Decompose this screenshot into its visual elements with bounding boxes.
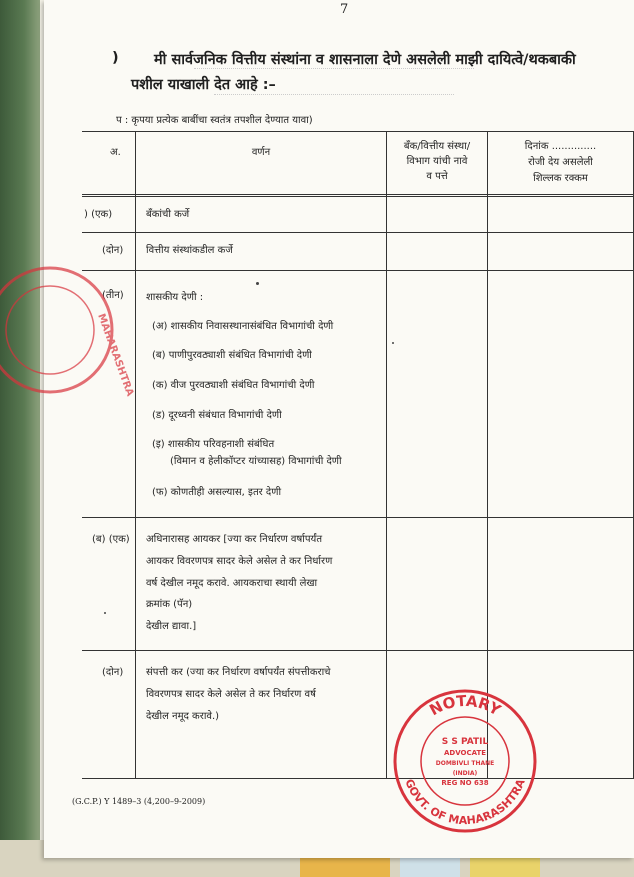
row-description-line: (विमान व हेलीकॉप्टर यांच्यासह) विभागांची देणी <box>170 456 342 467</box>
header-amount-line: दिनांक .............. <box>524 141 597 152</box>
page-number: 7 <box>340 2 349 17</box>
header-institution-line: व पत्ते <box>426 171 448 182</box>
row-description-line: वर्ष देखील नमूद करावे. आयकराचा स्थायी लेखा <box>146 578 318 589</box>
instruction-note: प : कृपया प्रत्येक बाबींचा स्वतंत्र तपशील देण्यात यावा) <box>116 115 313 126</box>
row-description-line: विवरणपत्र सादर केले असेल ते कर निर्धारण वर्ष <box>146 689 316 700</box>
svg-text:REG NO 638: REG NO 638 <box>441 779 489 787</box>
partial-seal-stamp <box>40 255 136 405</box>
row-description-line: (अ) शासकीय निवासस्थानासंबंधित विभागांची देणी <box>152 321 334 332</box>
svg-text:DOMBIVLI THANE: DOMBIVLI THANE <box>435 760 495 767</box>
heading-line-1: मी सार्वजनिक वित्तीय संस्थांना व शासनाला देणे असलेली माझी दायित्वे/थकबाकी <box>154 52 576 68</box>
row-description-line: संपत्ती कर (ज्या कर निर्धारण वर्षापर्यंत संपत्तीकराचे <box>146 667 331 678</box>
header-serial: अ. <box>110 147 121 158</box>
footer-print-code: (G.C.P.) Y 1489–3 (4,200–9-2009) <box>72 797 206 806</box>
svg-text:(INDIA): (INDIA) <box>452 770 478 777</box>
header-amount-line: शिल्लक रक्कम <box>533 173 588 184</box>
ink-speck <box>104 612 106 614</box>
row-serial: (दोन) <box>102 667 124 678</box>
row-description-line: क्रमांक (पॅन) <box>146 599 193 610</box>
row-description-line: शासकीय देणी : <box>146 292 204 303</box>
row-description-line: बँकांची कर्जे <box>146 209 190 220</box>
header-institution-line: बँक/वित्तीय संस्था/ <box>403 141 471 152</box>
row-serial: (दोन) <box>102 245 124 256</box>
ink-speck <box>392 342 394 344</box>
svg-text:NOTARY: NOTARY <box>426 691 504 720</box>
header-institution-line: विभाग यांची नावे <box>406 156 468 167</box>
table-grid-lines <box>82 131 634 781</box>
header-amount-line: रोजी देय असलेली <box>528 157 593 168</box>
row-description-line: आयकर विवरणपत्र सादर केले असेल ते कर निर्धारण <box>146 556 333 567</box>
ink-speck <box>256 282 259 285</box>
seal-lettering: MAHARASHTRA <box>95 312 136 398</box>
row-serial: (ब) (एक) <box>92 534 130 545</box>
row-description-line: अधिनारासह आयकर [ज्या कर निर्धारण वर्षापर्यंत <box>146 534 323 545</box>
row-description-line: (फ) कोणतीही असल्यास, इतर देणी <box>152 487 282 498</box>
row-description-line: देखील द्यावा.] <box>146 621 197 632</box>
row-serial: (तीन) <box>102 290 124 301</box>
document-page <box>44 0 634 858</box>
bleed-through-text <box>214 94 454 101</box>
row-description-line: देखील नमूद करावे.) <box>146 711 220 722</box>
bleed-through-text <box>194 68 474 75</box>
svg-text:ADVOCATE: ADVOCATE <box>443 749 487 757</box>
row-description-line: (ड) दूरध्वनी संबंधात विभागांची देणी <box>152 410 282 421</box>
heading-line-2: पशील याखाली देत आहे :– <box>131 77 276 93</box>
row-description-line: (क) वीज पुरवठ्याशी संबंधित विभागांची देणी <box>152 380 315 391</box>
background-binder-strip <box>0 0 40 877</box>
row-description-line: (ब) पाणीपुरवठ्याशी संबंधित विभागांची देणी <box>152 350 312 361</box>
row-description-line: वित्तीय संस्थांकडील कर्जे <box>146 245 233 256</box>
row-serial: ) (एक) <box>84 209 113 220</box>
svg-text:S S PATIL: S S PATIL <box>441 737 489 747</box>
header-description: वर्णन <box>251 147 271 158</box>
svg-text:GOVT. OF MAHARASHTRA: GOVT. OF MAHARASHTRA <box>402 777 528 828</box>
row-description-line: (इ) शासकीय परिवहनाशी संबंधित <box>152 439 275 450</box>
heading-item-number: ) <box>112 50 119 66</box>
notary-stamp <box>390 686 540 836</box>
